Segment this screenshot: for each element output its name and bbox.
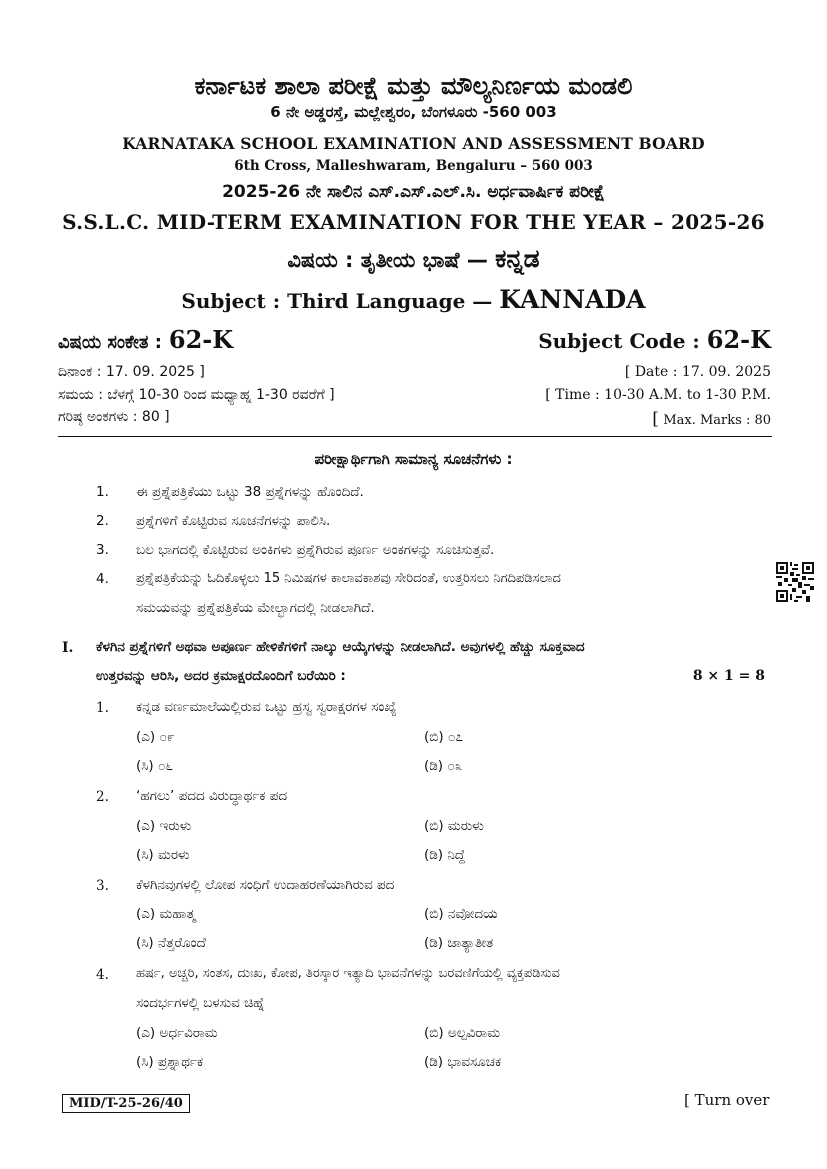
board-address-english: 6th Cross, Malleshwaram, Bengaluru – 560 003 bbox=[234, 158, 593, 174]
instruction-text: ಈ ಪ್ರಶ್ನೆಪತ್ರಿಕೆಯು ಒಟ್ಟು 38 ಪ್ರಶ್ನೆಗಳನ್ನು ಹೊಂದಿದೆ. bbox=[136, 484, 364, 500]
subject-code-kannada-label: ವಿಷಯ ಸಂಕೇತ : bbox=[58, 332, 162, 353]
question-number: 4. bbox=[96, 967, 109, 983]
question-number: 2. bbox=[96, 789, 109, 805]
section-marks: 8 × 1 = 8 bbox=[692, 668, 765, 684]
turn-over-label: [ Turn over bbox=[684, 1091, 770, 1109]
subject-code-english bbox=[538, 325, 771, 354]
subject-kannada bbox=[0, 244, 827, 274]
subject-english-prefix: Subject : Third Language — bbox=[181, 289, 493, 313]
subject-code-kannada bbox=[58, 325, 233, 354]
max-marks-kannada: ಗರಿಷ್ಠ ಅಂಕಗಳು : 80 ] bbox=[58, 409, 170, 425]
exam-title-kannada: 2025-26 ನೇ ಸಾಲಿನ ಎಸ್.ಎಸ್.ಎಲ್.ಸಿ. ಅರ್ಧವಾರ್ಷಿಕ ಪರೀಕ್ಷೆ bbox=[222, 182, 605, 202]
option-b: (ಬಿ) ಮರುಳು bbox=[424, 818, 484, 834]
option-b: (ಬಿ) ನವೋದಯ bbox=[424, 906, 498, 922]
date-english: [ Date : 17. 09. 2025 bbox=[624, 364, 771, 380]
subject-kannada-name: ಕನ್ನಡ bbox=[495, 244, 540, 273]
board-name-kannada: ಕರ್ನಾಟಕ ಶಾಲಾ ಪರೀಕ್ಷೆ ಮತ್ತು ಮೌಲ್ಯನಿರ್ಣಯ ಮಂಡಲಿ bbox=[194, 72, 633, 100]
option-a: (ಎ) ಮಹಾತ್ಮ bbox=[136, 906, 196, 922]
instruction-number: 2. bbox=[96, 513, 109, 529]
option-d: (ಡಿ) ನಿದ್ದೆ bbox=[424, 847, 466, 863]
option-d: (ಡಿ) ಭಾವಸೂಚಕ bbox=[424, 1054, 502, 1070]
header-divider bbox=[58, 436, 772, 437]
qr-code-icon bbox=[776, 562, 814, 602]
section-number: I. bbox=[62, 640, 74, 656]
section-instruction-line2: ಉತ್ತರವನ್ನು ಆರಿಸಿ, ಅದರ ಕ್ರಮಾಕ್ಷರದೊಂದಿಗೆ ಬರೆಯಿರಿ : bbox=[96, 668, 346, 684]
instructions-title: ಪರೀಕ್ಷಾರ್ಥಿಗಾಗಿ ಸಾಮಾನ್ಯ ಸೂಚನೆಗಳು : bbox=[314, 450, 513, 468]
instruction-text: ಬಲ ಭಾಗದಲ್ಲಿ ಕೊಟ್ಟಿರುವ ಅಂಕಿಗಳು ಪ್ರಶ್ನೆಗಿರುವ ಪೂರ್ಣ ಅಂಕಗಳನ್ನು ಸೂಚಿಸುತ್ತವೆ. bbox=[136, 542, 495, 558]
exam-title-english: S.S.L.C. MID-TERM EXAMINATION FOR THE YEAR – 2025-26 bbox=[62, 210, 765, 234]
option-c: (ಸಿ) ಮರಳು bbox=[136, 847, 190, 863]
option-a: (ಎ) ೦೯ bbox=[136, 729, 175, 745]
option-a: (ಎ) ಅರ್ಧವಿರಾಮ bbox=[136, 1025, 218, 1041]
question-text: ಹರ್ಷ, ಅಚ್ಚರಿ, ಸಂತಸ, ದುಃಖ, ಕೋಪ, ತಿರಸ್ಕಾರ ಇತ್ಯಾದಿ ಭಾವನೆಗಳನ್ನು ಬರವಣಿಗೆಯಲ್ಲಿ ವ್ಯಕ್ತಪಡಿಸುವ bbox=[136, 966, 560, 981]
instruction-text: ಪ್ರಶ್ನೆಪತ್ರಿಕೆಯನ್ನು ಓದಿಕೊಳ್ಳಲು 15 ನಿಮಿಷಗಳ ಕಾಲಾವಕಾಶವು ಸೇರಿದಂತೆ, ಉತ್ತರಿಸಲು ನಿಗದಿಪಡಿಸಲಾದ bbox=[136, 571, 561, 586]
question-text: ಕೆಳಗಿನವುಗಳಲ್ಲಿ ಲೋಪ ಸಂಧಿಗೆ ಉದಾಹರಣೆಯಾಗಿರುವ ಪದ bbox=[136, 877, 395, 893]
instruction-text-continued: ಸಮಯವನ್ನು ಪ್ರಶ್ನೆಪತ್ರಿಕೆಯ ಮೇಲ್ಭಾಗದಲ್ಲಿ ನೀಡಲಾಗಿದೆ. bbox=[136, 600, 375, 616]
option-d: (ಡಿ) ೦೩ bbox=[424, 758, 463, 774]
board-address-kannada: 6 ನೇ ಅಡ್ಡರಸ್ತೆ, ಮಲ್ಲೇಶ್ವರಂ, ಬೆಂಗಳೂರು -560 003 bbox=[270, 103, 557, 121]
question-number: 3. bbox=[96, 878, 109, 894]
subject-english-name: KANNADA bbox=[499, 285, 646, 314]
instruction-text: ಪ್ರಶ್ನೆಗಳಿಗೆ ಕೊಟ್ಟಿರುವ ಸೂಚನೆಗಳನ್ನು ಪಾಲಿಸಿ. bbox=[136, 513, 331, 529]
question-number: 1. bbox=[96, 700, 109, 716]
time-english: [ Time : 10-30 A.M. to 1-30 P.M. bbox=[545, 387, 771, 403]
max-marks-english bbox=[652, 409, 771, 429]
option-b: (ಬಿ) ೦೭ bbox=[424, 729, 464, 745]
section-instruction-line1: ಕೆಳಗಿನ ಪ್ರಶ್ನೆಗಳಿಗೆ ಅಥವಾ ಅಪೂರ್ಣ ಹೇಳಿಕೆಗಳಿಗೆ ನಾಲ್ಕು ಆಯ್ಕೆಗಳನ್ನು ನೀಡಲಾಗಿದೆ. ಅವುಗಳಲ್ಲಿ ಹೆಚ್ಚು ಸೂಕ್ತವಾದ bbox=[96, 639, 585, 655]
subject-kannada-prefix: ವಿಷಯ : ತೃತೀಯ ಭಾಷೆ — bbox=[287, 248, 488, 272]
question-text-continued: ಸಂದರ್ಭಗಳಲ್ಲಿ ಬಳಸುವ ಚಿಹ್ನೆ bbox=[136, 995, 265, 1011]
question-text: ಕನ್ನಡ ವರ್ಣಮಾಲೆಯಲ್ಲಿರುವ ಒಟ್ಟು ಹ್ರಸ್ವ ಸ್ವರಾಕ್ಷರಗಳ ಸಂಖ್ಯೆ bbox=[136, 699, 397, 715]
question-text: ‘ಹಗಲು’ ಪದದ ವಿರುದ್ಧಾರ್ಥಕ ಪದ bbox=[136, 788, 288, 804]
option-c: (ಸಿ) ೦೬ bbox=[136, 758, 174, 774]
time-kannada: ಸಮಯ : ಬೆಳಗ್ಗೆ 10-30 ರಿಂದ ಮಧ್ಯಾಹ್ನ 1-30 ರವರೆಗೆ ] bbox=[58, 387, 335, 403]
instruction-number: 1. bbox=[96, 484, 109, 500]
option-d: (ಡಿ) ಜಾತ್ಯಾತೀತ bbox=[424, 935, 494, 951]
paper-code: MID/T-25-26/40 bbox=[62, 1094, 190, 1113]
instruction-number: 3. bbox=[96, 542, 109, 558]
subject-english bbox=[0, 285, 827, 314]
subject-code-english-value: 62-K bbox=[706, 325, 771, 354]
date-kannada: ದಿನಾಂಕ : 17. 09. 2025 ] bbox=[58, 364, 205, 380]
option-a: (ಎ) ಇರುಳು bbox=[136, 818, 192, 834]
option-c: (ಸಿ) ನೆತ್ತರೊಂದೆ bbox=[136, 935, 206, 951]
max-marks-english-text: Max. Marks : 80 bbox=[663, 413, 771, 428]
subject-code-english-label: Subject Code : bbox=[538, 329, 700, 353]
subject-code-kannada-value: 62-K bbox=[168, 325, 234, 354]
instruction-number: 4. bbox=[96, 571, 109, 587]
max-marks-bracket: [ bbox=[652, 409, 659, 429]
option-c: (ಸಿ) ಪ್ರಶ್ನಾರ್ಥಕ bbox=[136, 1054, 204, 1070]
board-name-english: KARNATAKA SCHOOL EXAMINATION AND ASSESSMENT BOARD bbox=[122, 134, 705, 153]
option-b: (ಬಿ) ಅಲ್ಪವಿರಾಮ bbox=[424, 1025, 501, 1041]
